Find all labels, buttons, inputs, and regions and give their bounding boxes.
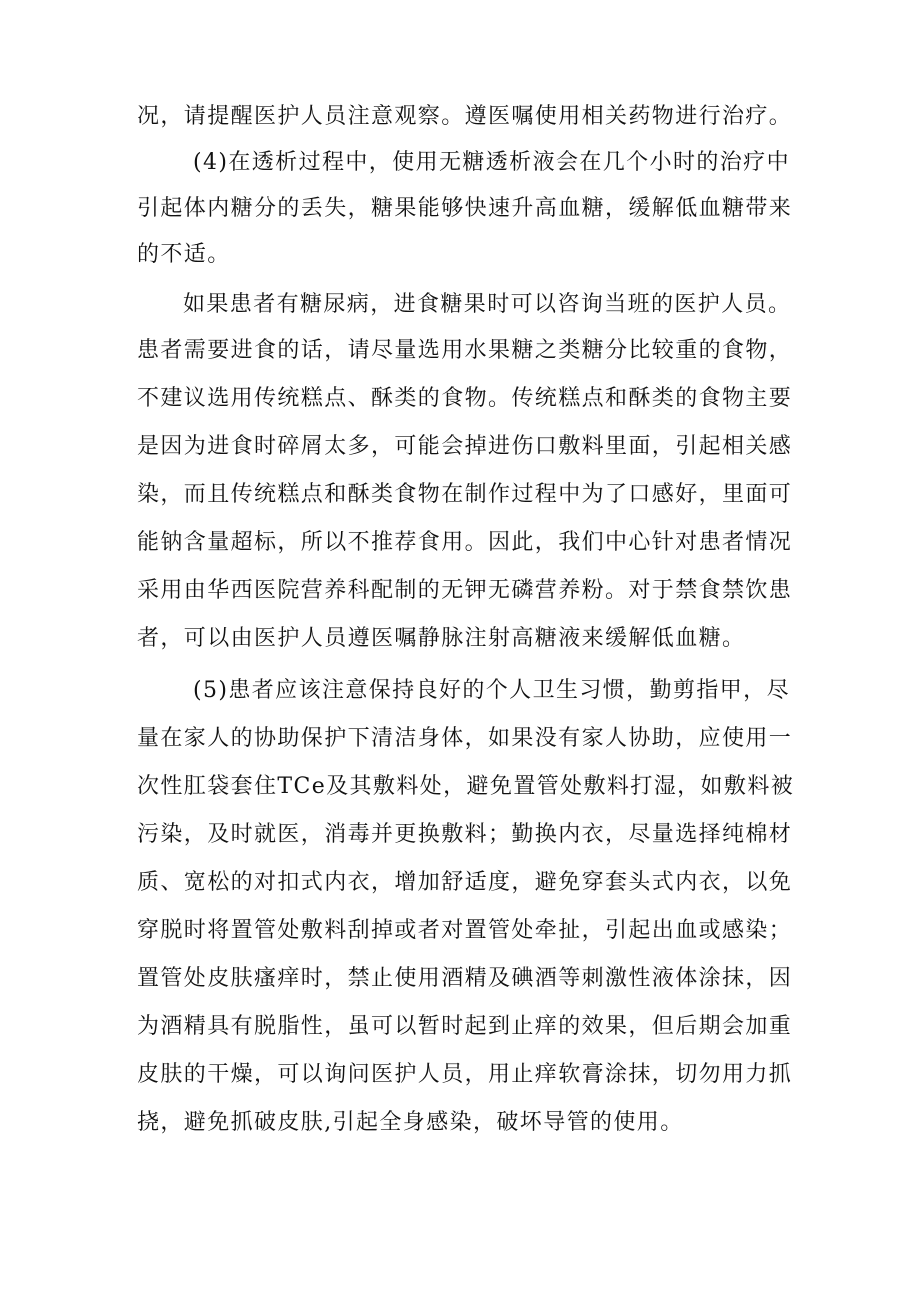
text-line: 者，可以由医护人员遵医嘱静脉注射高糖液来缓解低血糖。 xyxy=(137,626,746,651)
text-line: 为酒精具有脱脂性，虽可以暂时起到止痒的效果，但后期会加重 xyxy=(137,1014,793,1039)
text-line: 不建议选用传统糕点、酥类的食物。传统糕点和酥类的食物主要 xyxy=(137,386,793,411)
text-line: 能钠含量超标，所以不推荐食用。因此，我们中心针对患者情况 xyxy=(137,530,793,555)
text-line: 皮肤的干燥，可以询问医护人员，用止痒软膏涂抹，切勿用力抓 xyxy=(137,1062,793,1087)
text-line: 引起体内糖分的丢失，糖果能够快速升高血糖，缓解低血糖带来 xyxy=(137,196,793,221)
text-line: (4)在透析过程中，使用无糖透析液会在几个小时的治疗中 xyxy=(193,150,790,175)
text-line: 污染，及时就医，消毒并更换敷料；勤换内衣，尽量选择纯棉材 xyxy=(137,822,793,847)
text-line: 况，请提醒医护人员注意观察。遵医嘱使用相关药物进行治疗。 xyxy=(137,104,793,129)
text-line: 患者需要进食的话，请尽量选用水果糖之类糖分比较重的食物， xyxy=(137,338,793,363)
text-line: 次性肛袋套住TCe及其敷料处，避免置管处敷料打湿，如敷料被 xyxy=(137,774,795,799)
text-line: 穿脱时将置管处敷料刮掉或者对置管处牵扯，引起出血或感染； xyxy=(137,918,793,943)
text-line: 质、宽松的对扣式内衣，增加舒适度，避免穿套头式内衣，以免 xyxy=(137,870,793,895)
text-line: 染，而且传统糕点和酥类食物在制作过程中为了口感好，里面可 xyxy=(137,482,793,507)
text-line: (5)患者应该注意保持良好的个人卫生习惯，勤剪指甲，尽 xyxy=(193,678,790,703)
text-line: 挠，避免抓破皮肤,引起全身感染，破坏导管的使用。 xyxy=(137,1110,684,1135)
text-line: 的不适。 xyxy=(137,242,231,267)
text-line: 采用由华西医院营养科配制的无钾无磷营养粉。对于禁食禁饮患 xyxy=(137,578,793,603)
text-line: 置管处皮肤瘙痒时，禁止使用酒精及碘酒等刺激性液体涂抹，因 xyxy=(137,966,793,991)
text-line: 是因为进食时碎屑太多，可能会掉进伤口敷料里面，引起相关感 xyxy=(137,434,793,459)
text-line: 如果患者有糖尿病，进食糖果时可以咨询当班的医护人员。 xyxy=(183,292,792,317)
text-line: 量在家人的协助保护下清洁身体，如果没有家人协助，应使用一 xyxy=(137,726,793,751)
